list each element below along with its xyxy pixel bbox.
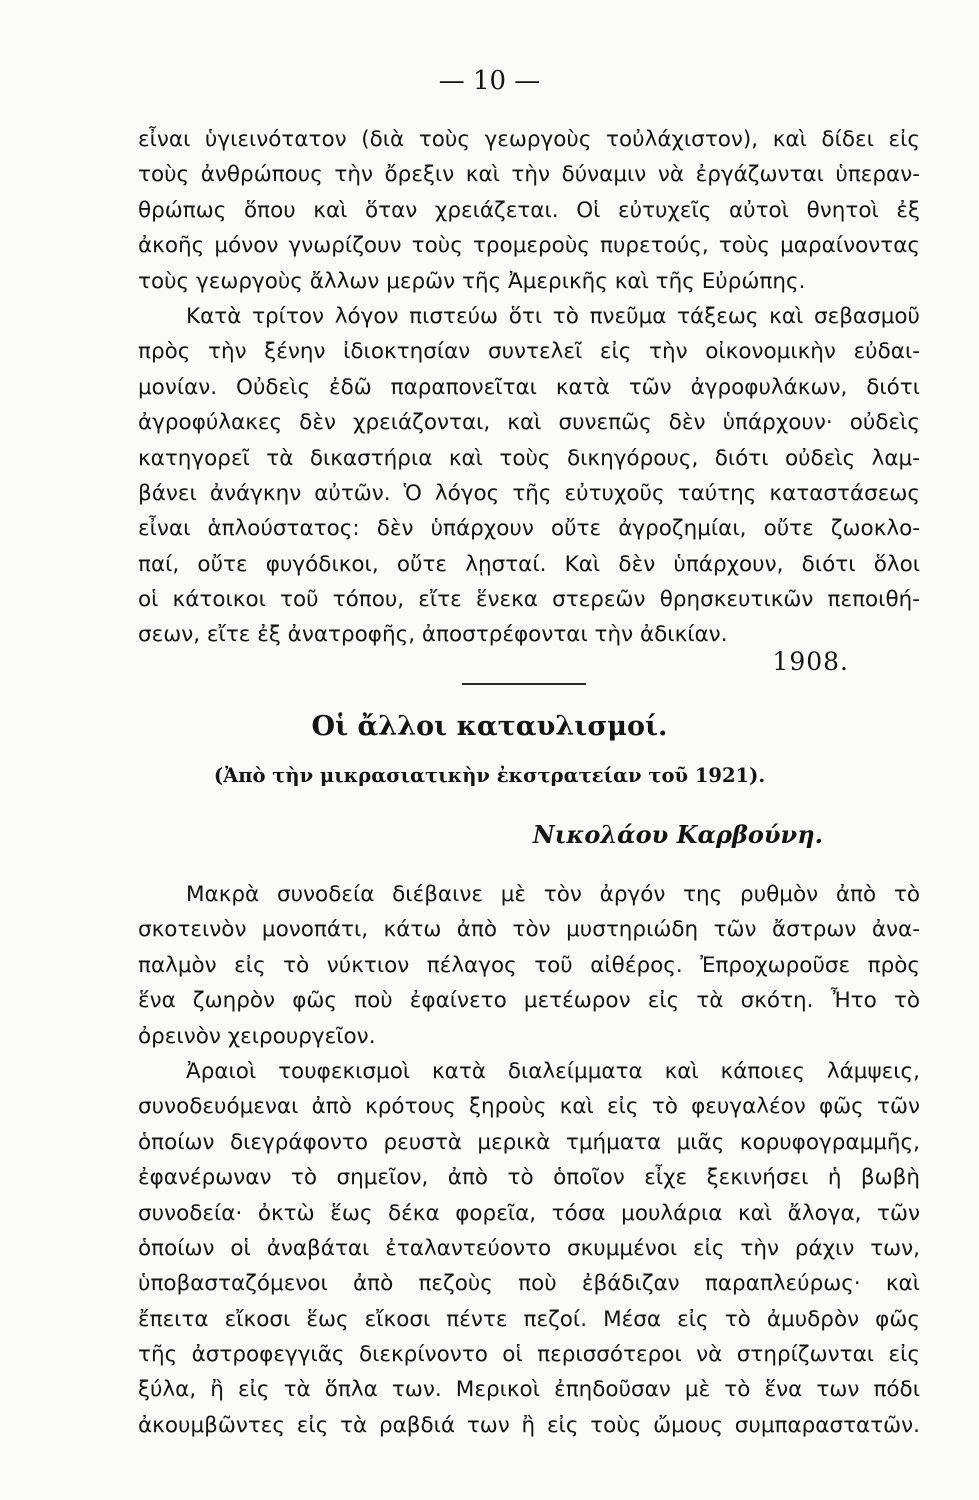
text-line: συνοδεία· ὀκτὼ ἕως δέκα φορεῖα, τόσα μουλάρια καὶ ἄλογα, τῶν	[138, 1200, 920, 1226]
text-line: ἐφανέρωναν τὸ σημεῖον, ἀπὸ τὸ ὁποῖον εἶχε ξεκινήσει ἡ βωβὴ	[138, 1165, 920, 1191]
text-line: ὁποίων οἱ ἀναβάται ἐταλαντεύοντο σκυμμένοι εἰς τὴν ράχιν των,	[138, 1235, 920, 1261]
article-paragraph-1	[138, 877, 920, 1054]
text-line: σεων, εἴτε ἐξ ἀνατροφῆς, ἀποστρέφονται τὴν ἀδικίαν.	[138, 622, 728, 648]
text-line: ὁποίων διεγράφοντο ρευστὰ μερικὰ τμήματα μιᾶς κορυφογραμμῆς,	[138, 1129, 920, 1155]
text-line: εἶναι ὑγιεινότατον (διὰ τοὺς γεωργοὺς τοὐλάχιστον), καὶ δίδει εἰς	[138, 127, 920, 152]
text-line: μονίαν. Οὐδεὶς ἐδῶ παραπονεῖται κατὰ τῶν ἀγροφυλάκων, διότι	[138, 374, 920, 400]
text-line: Μακρὰ συνοδεία διέβαινε μὲ τὸν ἀργόν της ρυθμὸν ἀπὸ τὸ	[186, 882, 920, 907]
text-line: ἔπειτα εἴκοσι ἕως εἴκοσι πέντε πεζοί. Μέσα εἰς τὸ ἀμυδρὸν φῶς	[138, 1306, 920, 1332]
article-date: 1908.	[772, 647, 849, 676]
text-line: παί, οὔτε φυγόδικοι, οὔτε λῃσταί. Καὶ δὲν ὑπάρχουν, διότι ὅλοι	[138, 551, 920, 577]
text-line: τῆς ἀστροφεγγιᾶς διεκρίνοντο οἱ περισσότεροι νὰ στηρίζωνται εἰς	[138, 1342, 920, 1368]
text-line: σκοτεινὸν μονοπάτι, κάτω ἀπὸ τὸν μυστηριώδη τῶν ἄστρων ἀνα-	[138, 917, 920, 943]
text-line: ξύλα, ἢ εἰς τὰ ὅπλα των. Μερικοὶ ἐπηδοῦσαν μὲ τὸ ἕνα των πόδι	[138, 1377, 920, 1403]
text-line: ἀκοῆς μόνον γνωρίζουν τοὺς τρομεροὺς πυρετούς, τοὺς μαραίνοντας	[138, 233, 920, 259]
text-line: τοὺς γεωργοὺς ἄλλων μερῶν τῆς Ἀμερικῆς καὶ τῆς Εὐρώπης.	[138, 268, 806, 294]
text-line: ὑποβασταζόμενοι ἀπὸ πεζοὺς ποὺ ἐβάδιζαν παραπλεύρως· καὶ	[138, 1271, 920, 1297]
article-paragraph-2	[138, 1054, 920, 1443]
third-reason-paragraph	[138, 299, 920, 653]
text-line: οἱ κάτοικοι τοῦ τόπου, εἴτε ἕνεκα στερεῶν θρησκευτικῶν πεποιθή-	[138, 587, 920, 613]
text-line: τοὺς ἀνθρώπους τὴν ὄρεξιν καὶ τὴν δύναμιν νὰ ἐργάζωνται ὑπεραν-	[138, 162, 920, 188]
text-line: ἀγροφύλακες δὲν χρειάζονται, καὶ συνεπῶς δὲν ὑπάρχουν· οὐδεὶς	[138, 410, 920, 436]
text-line: συνοδευόμεναι ἀπὸ κρότους ξηροὺς καὶ εἰς τὸ φευγαλέον φῶς τῶν	[138, 1094, 920, 1120]
text-line: εἶναι ἁπλούστατος: δὲν ὑπάρχουν οὔτε ἀγροζημίαι, οὔτε ζωοκλο-	[138, 516, 920, 542]
text-line: πρὸς τὴν ξένην ἰδιοκτησίαν συντελεῖ εἰς τὴν οἰκονομικὴν εὐδαι-	[138, 339, 920, 365]
article-subtitle: (Ἀπὸ τὴν μικρασιατικὴν ἐκστρατείαν τοῦ 1921).	[213, 764, 766, 787]
text-block-upper	[138, 122, 920, 653]
text-line: βάνει ἀνάγκην αὐτῶν. Ὁ λόγος τῆς εὐτυχοῦς ταύτης καταστάσεως	[138, 480, 920, 506]
text-line: παλμὸν εἰς τὸ νύκτιον πέλαγος τοῦ αἰθέρος. Ἐπροχωροῦσε πρὸς	[138, 952, 920, 978]
text-line: Κατὰ τρίτον λόγον πιστεύω ὅτι τὸ πνεῦμα τάξεως καὶ σεβασμοῦ	[186, 303, 920, 329]
text-line: ὀρεινὸν χειρουργεῖον.	[138, 1023, 376, 1049]
text-line: Ἀραιοὶ τουφεκισμοὶ κατὰ διαλείμματα καὶ κάποιες λάμψεις,	[186, 1058, 920, 1084]
article-author: Νικολάου Καρβούνη.	[532, 820, 823, 849]
text-block-lower	[138, 877, 920, 1443]
continuation-paragraph	[138, 122, 920, 299]
text-line: κατηγορεῖ τὰ δικαστήρια καὶ τοὺς δικηγόρους, διότι οὐδεὶς λαμ-	[138, 445, 920, 471]
text-line: θρώπως ὅπου καὶ ὅταν χρειάζεται. Οἱ εὐτυχεῖς αὐτοὶ θνητοὶ ἐξ	[138, 197, 920, 223]
text-line: ἕνα ζωηρὸν φῶς ποὺ ἐφαίνετο μετέωρον εἰς τὰ σκότη. Ἦτο τὸ	[138, 988, 920, 1014]
section-divider	[462, 683, 586, 685]
page-number: — 10 —	[438, 66, 541, 96]
article-title: Οἱ ἄλλοι καταυλισμοί.	[311, 711, 668, 742]
text-line: ἀκουμβῶντες εἰς τὰ ραβδιά των ἢ εἰς τοὺς ὤμους συμπαραστατῶν.	[138, 1412, 920, 1438]
